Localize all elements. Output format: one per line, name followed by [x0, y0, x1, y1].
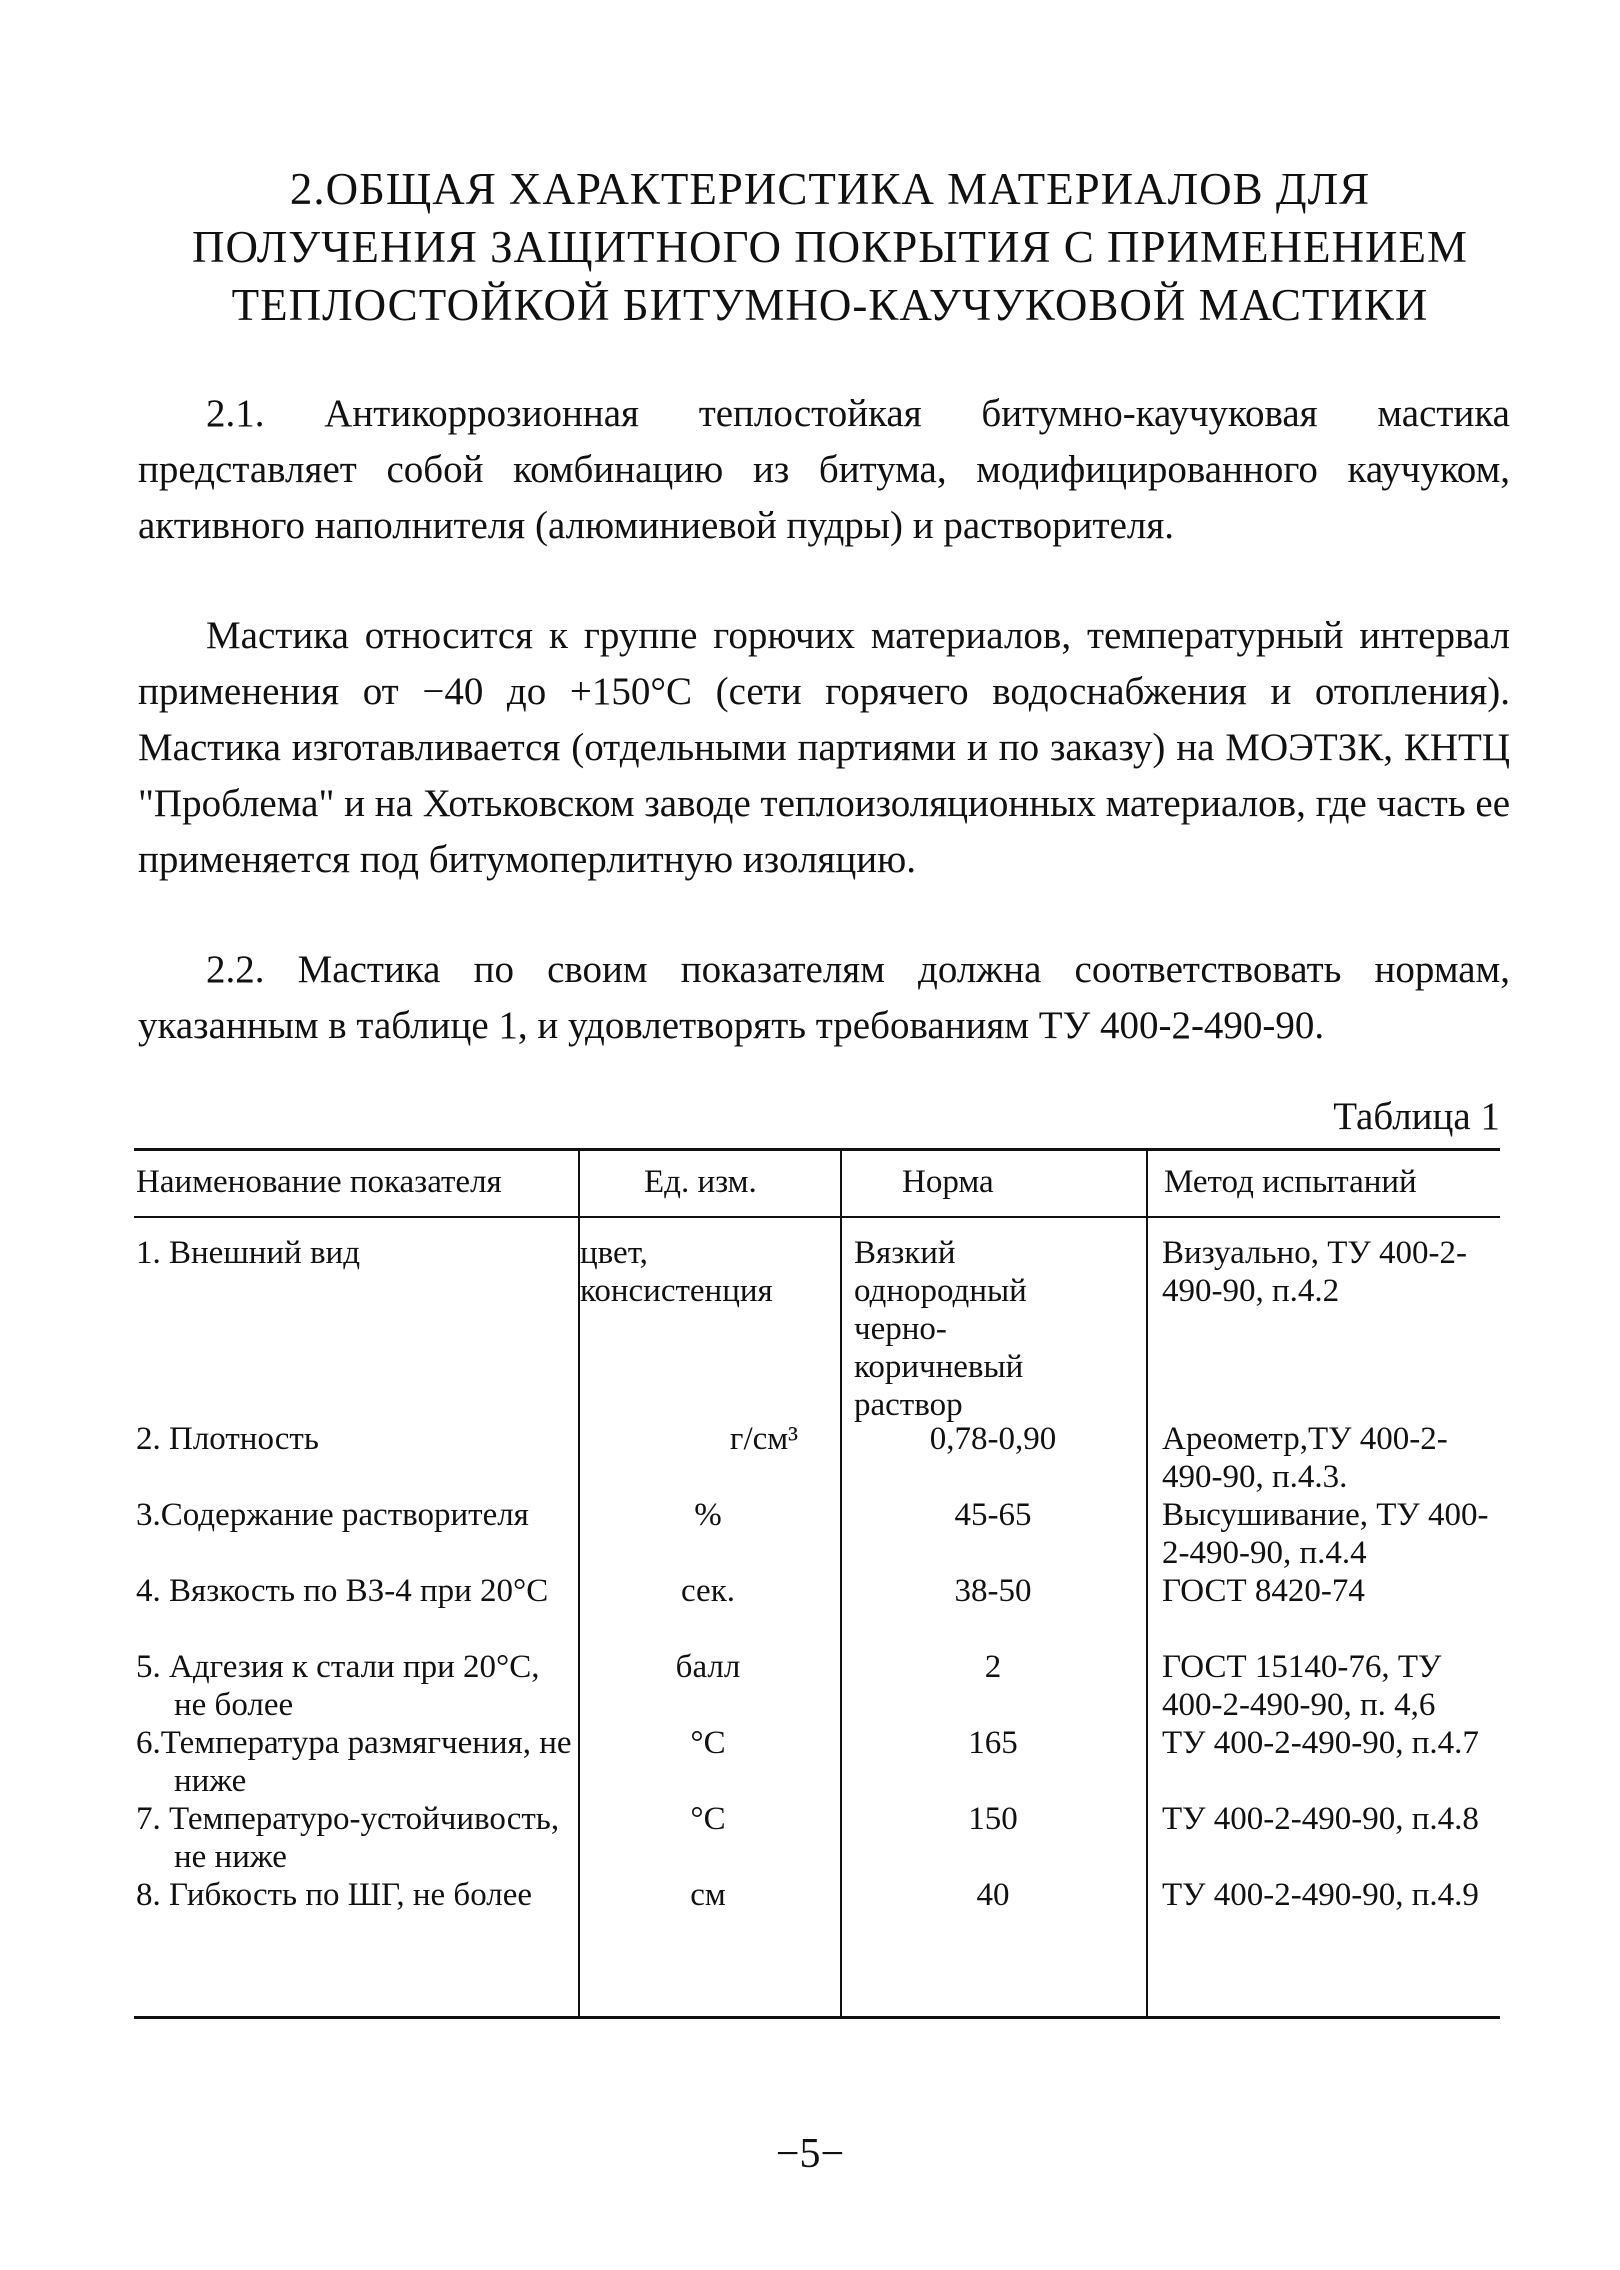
row-norm: 0,78-0,90 [929, 1421, 1057, 1457]
row-norm: 38-50 [954, 1573, 1032, 1609]
row-unit: °С [690, 1801, 726, 1837]
section-heading [140, 160, 1520, 334]
row-name: 1. Внешний вид [136, 1235, 360, 1271]
row-name: 4. Вязкость по ВЗ-4 при 20°С [136, 1573, 549, 1609]
row-norm: 40 [976, 1877, 1010, 1913]
specs-table [134, 1148, 1500, 2018]
row-unit: цвет, консистенция [580, 1235, 773, 1309]
header-norm: Норма [902, 1164, 994, 1200]
row-method: Визуально, ТУ 400-2-490-90, п.4.2 [1162, 1235, 1467, 1309]
row-unit: сек. [681, 1573, 735, 1609]
heading-line-1: 2.ОБЩАЯ ХАРАКТЕРИСТИКА МАТЕРИАЛОВ ДЛЯ [289, 164, 1371, 214]
column-divider [1146, 1148, 1148, 2018]
table-bottom-rule [134, 2016, 1500, 2019]
row-method: Ареометр,ТУ 400-2-490-90, п.4.3. [1162, 1421, 1448, 1495]
row-method: ТУ 400-2-490-90, п.4.7 [1162, 1725, 1479, 1761]
header-method: Метод испытаний [1164, 1164, 1417, 1200]
row-name: 6.Температура размягчения, не ниже [136, 1725, 572, 1799]
row-norm: 45-65 [954, 1497, 1032, 1533]
header-name: Наименование показателя [136, 1164, 502, 1200]
row-name: 7. Температуро-устойчивость, не ниже [136, 1801, 560, 1875]
paragraph-2-2 [138, 942, 1510, 1054]
row-name: 5. Адгезия к стали при 20°С, не более [136, 1649, 540, 1723]
row-unit: см [690, 1877, 726, 1913]
row-unit: балл [675, 1649, 741, 1685]
row-norm: 2 [984, 1649, 1002, 1685]
row-name: 2. Плотность [136, 1421, 319, 1457]
row-unit: г/см³ [729, 1421, 799, 1457]
row-unit: % [694, 1497, 722, 1533]
row-norm: Вязкий однородный черно-коричневый раствор [854, 1235, 1027, 1423]
row-method: ТУ 400-2-490-90, п.4.9 [1162, 1877, 1479, 1913]
table-header-rule [134, 1216, 1500, 1218]
row-method: Высушивание, ТУ 400-2-490-90, п.4.4 [1162, 1497, 1489, 1571]
paragraph-text: 2.2. Мастика по своим показателям должна соответствовать нормам, указанным в таблице 1, и удовлетворять требованиям ТУ 400-2-490-90. [138, 948, 1510, 1047]
page-number: −5− [775, 2131, 845, 2177]
row-method: ТУ 400-2-490-90, п.4.8 [1162, 1801, 1479, 1837]
paragraph-text: Мастика относится к группе горючих материалов, температурный интервал применения от −40 до +150°С (сети горячего водоснабжения и отопления). Мастика изготавливается (отдельными партиями и по заказу) на МОЭТЗК, КНТЦ "Проблема" и на Хотьковском заводе теплоизоляционных материалов, где часть ее применяется под битумоперлитную изоляцию. [138, 614, 1510, 881]
row-method: ГОСТ 15140-76, ТУ 400-2-490-90, п. 4,6 [1162, 1649, 1442, 1723]
row-method: ГОСТ 8420-74 [1162, 1573, 1365, 1609]
heading-line-2: ПОЛУЧЕНИЯ ЗАЩИТНОГО ПОКРЫТИЯ С ПРИМЕНЕНИЕМ [192, 222, 1468, 272]
row-name: 8. Гибкость по ШГ, не более [136, 1877, 533, 1913]
table-caption: Таблица 1 [1333, 1095, 1500, 1138]
row-norm: 150 [968, 1801, 1018, 1837]
paragraph-mastic-description [138, 608, 1510, 888]
row-name: 3.Содержание растворителя [136, 1497, 529, 1533]
row-norm: 165 [968, 1725, 1018, 1761]
row-unit: °С [690, 1725, 726, 1761]
paragraph-2-1 [138, 386, 1510, 554]
header-unit: Ед. изм. [644, 1164, 757, 1200]
paragraph-text: 2.1. Антикоррозионная теплостойкая битумно-каучуковая мастика представляет собой комбинацию из битума, модифицированного каучуком, активного наполнителя (алюминиевой пудры) и растворителя. [138, 392, 1510, 547]
table-top-rule [134, 1148, 1500, 1151]
heading-line-3: ТЕПЛОСТОЙКОЙ БИТУМНО-КАУЧУКОВОЙ МАСТИКИ [231, 280, 1429, 330]
